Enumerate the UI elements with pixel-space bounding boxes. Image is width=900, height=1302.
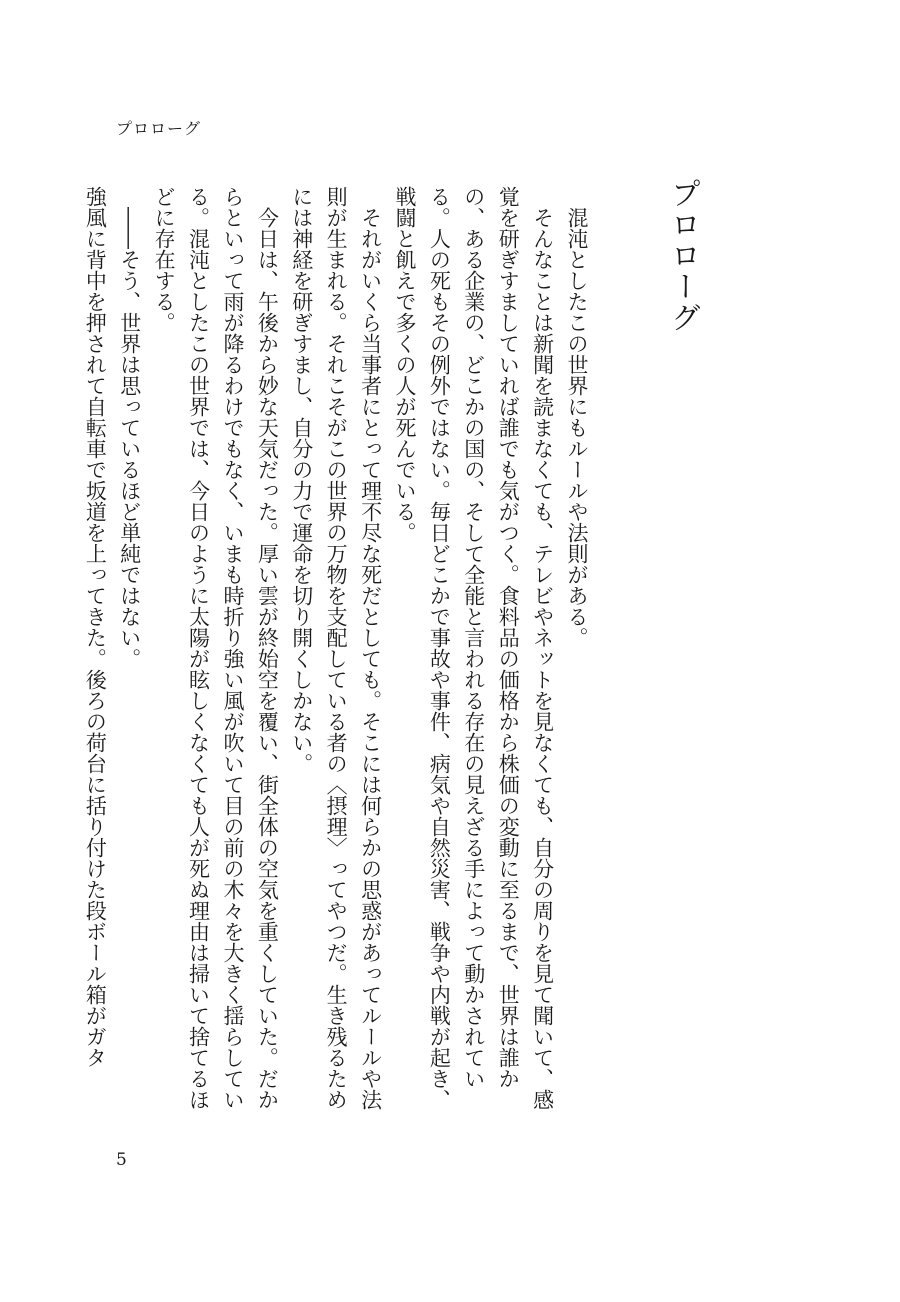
paragraph: それがいくら当事者にとって理不尽な死だとしても。そこには何らかの思惑があってルールや法則が生まれる。それこそがこの世界の万物を支配している者の〈摂理〉ってやつだ。生き残るためには神経を研ぎすまし、自分の力で運命を切り開くしかない。 — [289, 186, 383, 1110]
paragraph: 今日は、午後から妙な天気だった。厚い雲が終始空を覆い、街全体の空気を重くしていた。だからといって雨が降るわけでもなく、いまも時折り強い風が吹いて目の前の木々を大きく揺らしている。混沌としたこの世界では、今日のように太陽が眩しくなくても人が死ぬ理由は掃いて捨てるほどに存在する。 — [152, 186, 280, 1110]
paragraph: 強風に背中を押されて自転車で坂道を上ってきた。後ろの荷台に括り付けた段ボール箱がガタ — [83, 186, 108, 1068]
paragraph: そんなことは新聞を読まなくても、テレビやネットを見なくても、自分の周りを見て聞いて、感覚を研ぎすましていれば誰でも気がつく。食料品の価格から株価の変動に至るまで、世界は誰かの、ある企業の、どこかの国の、そして全能と言われる存在の見えざる手によって動かされている。人の死もその例外ではない。毎日どこかで事故や事件、病気や自然災害、戦争や内戦が起き、戦闘と飢えで多くの人が死んでいる。 — [392, 186, 555, 1110]
body-text — [78, 186, 594, 1120]
page-number: 5 — [116, 1150, 127, 1170]
running-header: プロローグ — [116, 119, 202, 138]
chapter-title: プロローグ — [665, 178, 700, 333]
paragraph: 混沌としたこの世界にもルールや法則がある。 — [565, 207, 589, 648]
paragraph: ――そう、世界は思っているほど単純ではない。 — [117, 207, 142, 669]
